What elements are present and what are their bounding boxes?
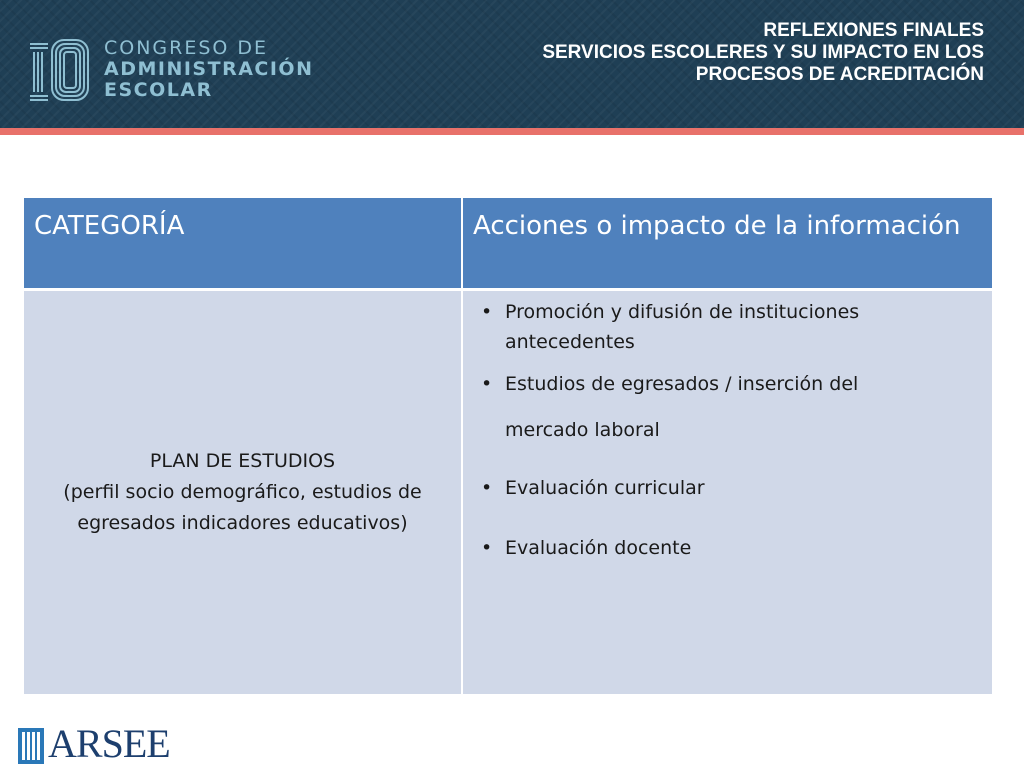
slide-title-line-1: REFLEXIONES FINALES: [763, 20, 984, 41]
action-text: Evaluación docente: [505, 537, 692, 559]
category-description: (perfil socio demográfico, estudios de egresados indicadores educativos): [63, 481, 422, 534]
list-item: [473, 533, 980, 563]
bullet-icon: •: [481, 537, 493, 559]
content-table: [24, 198, 992, 694]
ten-logo-icon: [28, 38, 90, 102]
bullet-icon: •: [481, 477, 493, 499]
category-cell: [24, 291, 461, 694]
category-title: PLAN DE ESTUDIOS: [149, 450, 336, 472]
list-item: [473, 369, 980, 445]
logo-line-escolar: ESCOLAR: [104, 79, 213, 101]
slide-title-line-2: SERVICIOS ESCOLERES Y SU IMPACTO EN LOS: [542, 42, 984, 63]
logo-line-congreso: CONGRESO DE: [104, 37, 269, 59]
columns-logo-icon: [18, 728, 44, 764]
header-band: [0, 0, 1024, 128]
slide-title-line-3: PROCESOS DE ACREDITACIÓN: [695, 64, 984, 85]
list-item: [473, 473, 980, 503]
list-item: [473, 297, 980, 357]
congreso-logo-text: [104, 38, 313, 101]
bullet-icon: •: [481, 373, 493, 395]
action-text-continued: mercado laboral: [505, 419, 660, 441]
action-text: Evaluación curricular: [505, 477, 705, 499]
arsee-logo: [18, 724, 178, 768]
arsee-logo-text: ARSEE: [48, 724, 170, 766]
congreso-logo: [28, 37, 314, 102]
bullet-icon: •: [481, 301, 493, 323]
action-text: Promoción y difusión de instituciones antecedentes: [505, 301, 860, 353]
table-header-categoria: CATEGORÍA: [24, 198, 461, 288]
actions-cell: [463, 291, 992, 694]
action-text: Estudios de egresados / inserción del: [505, 373, 859, 395]
logo-line-administracion: ADMINISTRACIÓN: [104, 58, 314, 80]
actions-list: [473, 297, 980, 563]
table-header-acciones: Acciones o impacto de la información: [463, 198, 992, 288]
accent-stripe: [0, 128, 1024, 135]
slide-title-block: [384, 20, 984, 86]
